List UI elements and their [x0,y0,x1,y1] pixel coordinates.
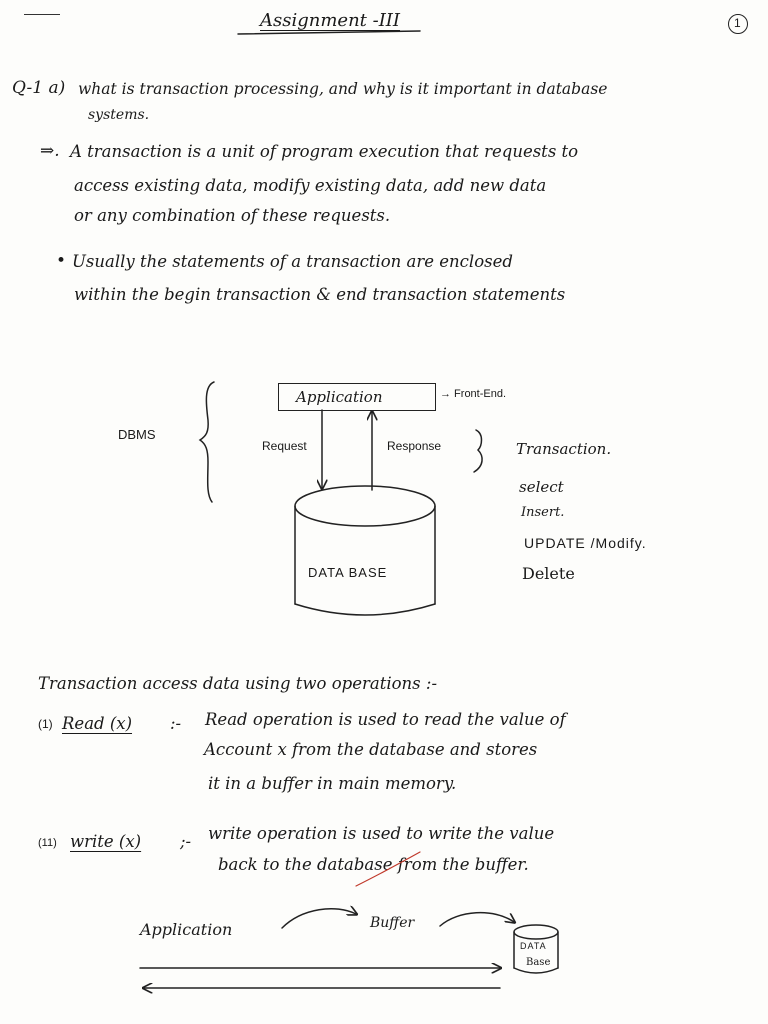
transaction-title: Transaction. [516,440,612,458]
answer-para2-line2: within the begin transaction & end transaction statements [74,285,566,304]
dbms-label: DBMS [118,427,156,442]
database-label: DATA BASE [308,565,388,580]
read-term: Read (x) [62,714,133,733]
read-line3: it in a buffer in main memory. [208,774,457,793]
write-term: write (x) [70,832,142,851]
response-bracket [474,430,482,472]
page-title: Assignment -III [260,10,401,31]
front-end-label: → Front-End. [440,388,507,400]
buffer-to-db-arrow [440,913,514,926]
question-text-line1: what is transaction processing, and why is it important in database [78,80,608,98]
answer-para2-line1: Usually the statements of a transaction are enclosed [72,252,513,271]
app-to-buffer-arrow [282,909,356,928]
read-separator: :- [170,714,182,733]
operations-intro: Transaction access data using two operations :- [38,674,438,693]
answer-para1-line1: A transaction is a unit of program execution that requests to [70,142,579,161]
transaction-op-insert: Insert. [521,505,565,520]
read-line1: Read operation is used to read the value of [205,710,566,729]
diagram2-database-line1: DATA [520,941,547,951]
write-number: (11) [38,837,57,849]
read-line2: Account x from the database and stores [204,740,538,759]
title-underline [238,31,420,34]
read-number: (1) [38,717,53,731]
write-line1: write operation is used to write the value [208,824,555,843]
answer-bullet: • [56,251,67,271]
answer-marker: ⇒. [40,141,60,161]
transaction-op-delete: Delete [522,564,575,583]
answer-para1-line3: or any combination of these requests. [74,206,391,225]
diagram2-database-line2: Base [526,957,551,968]
question-label: Q-1 a) [12,78,66,98]
request-label: Request [262,439,307,453]
answer-para1-line2: access existing data, modify existing data, add new data [74,176,547,195]
question-text-line2: systems. [88,107,150,123]
dbms-brace [200,382,214,502]
page-number: 1 [734,16,741,30]
response-label: Response [387,439,442,453]
write-separator: ;- [180,832,192,851]
write-line2: back to the database from the buffer. [218,855,529,874]
top-left-dash [24,14,60,15]
transaction-op-update: UPDATE /Modify. [524,535,647,551]
database-cylinder [295,486,435,615]
transaction-op-select: select [519,478,564,496]
diagram2-buffer: Buffer [370,915,415,931]
diagram2-application: Application [140,920,233,939]
application-label: Application [296,388,383,406]
